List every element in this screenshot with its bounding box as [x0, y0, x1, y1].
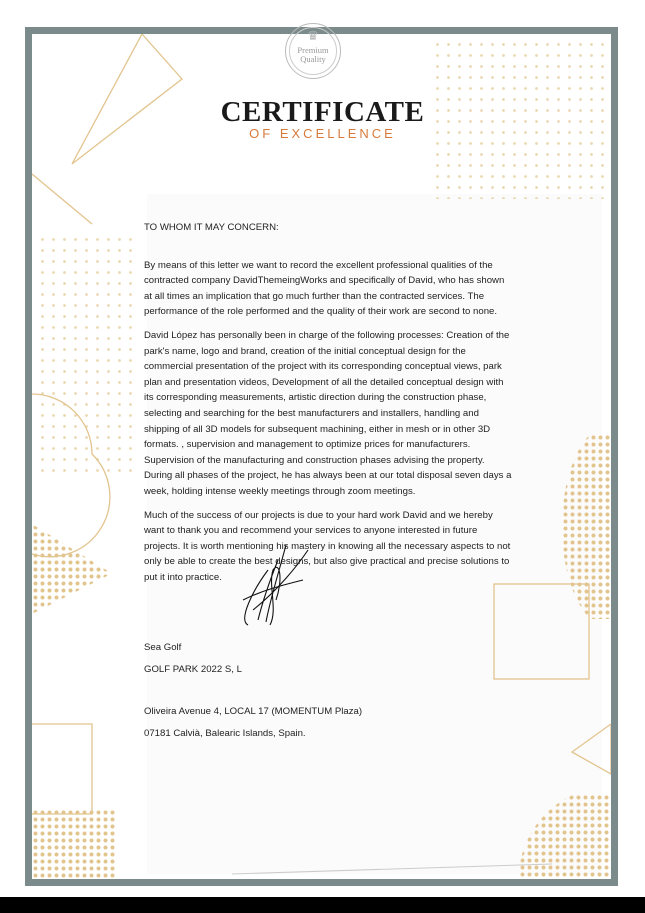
bottom-black-band [0, 897, 645, 913]
crown-icon: ♛ [307, 28, 319, 43]
signer-name: Sea Golf [144, 642, 182, 653]
salutation: TO WHOM IT MAY CONCERN: [144, 222, 279, 233]
paragraph-1: By means of this letter we want to record the excellent professional qualities of the contracted company DavidThemeingWorks and specifically of David, who has shown at all times an implication that go much further than the contracted services. The performance of the role performed and the quality of their work are second to none. [144, 259, 505, 318]
premium-quality-seal [285, 23, 341, 79]
company-name: GOLF PARK 2022 S, L [144, 664, 242, 675]
address-line-2: 07181 Calvià, Balearic Islands, Spain. [144, 728, 306, 739]
paragraph-3: Much of the success of our projects is due to your hard work David and we hereby want to thank you and recommend your services to anyone interested in future projects. It is worth mentioning his mastery in knowing all the necessary aspects to not only be able to create the best designs, but also give practical and precise solutions to put it into practice. [144, 509, 511, 583]
seal-text-quality: Quality [300, 54, 326, 64]
handwritten-signature [208, 540, 318, 630]
paragraph-2: David López has personally been in charge of the following processes: Creation of the park's name, logo and brand, creation of the initial conceptual design for the commercial presentation of the project with its corresponding conceptual views, park plan and presentation videos, Development of all the detailed conceptual design with its corresponding measurements, artistic direction during the construction phase, selecting and searching for the best manufacturers and installers, handling and shipping of all 3D models for subsequent machining, either in mesh or in other 3D formats. , supervision and management to optimize prices for manufacturers. Supervision of the manufacturing and construction phases advising the property. During all phases of the project, he has always been at our total disposal seven days a week, holding intense weekly meetings through zoom meetings. [144, 329, 512, 497]
certificate-title: CERTIFICATE [220, 96, 425, 128]
address-line-1: Oliveira Avenue 4, LOCAL 17 (MOMENTUM Plaza) [144, 706, 363, 717]
seal-text-premium: Premium [297, 45, 329, 55]
letter-body [144, 220, 514, 593]
certificate-subtitle: OF EXCELLENCE [249, 126, 396, 141]
